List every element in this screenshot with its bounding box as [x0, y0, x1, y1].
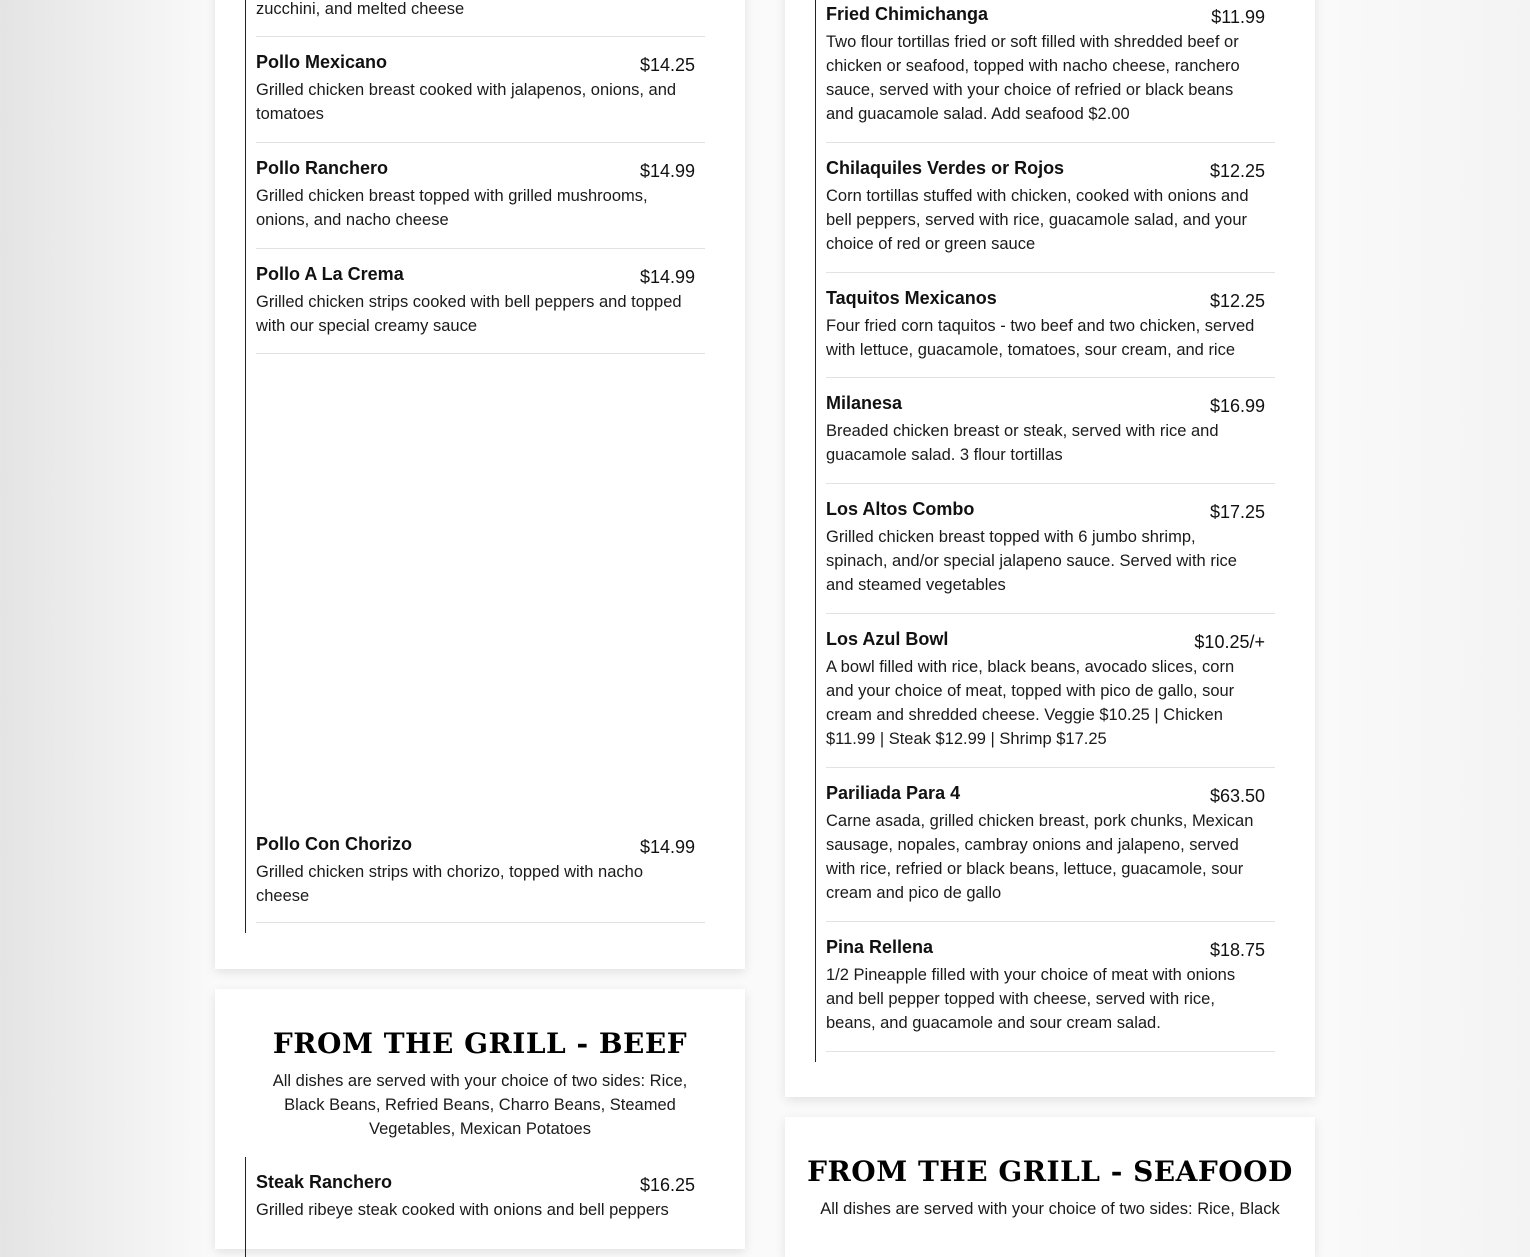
- menu-item-name: Milanesa: [826, 393, 903, 413]
- menu-item-name: Fried Chimichanga: [826, 4, 989, 24]
- menu-item-description: Grilled chicken breast topped with 6 jumbo shrimp, spinach, and/or special jalapeno sauce. Served with rice and steamed vegetables: [826, 528, 1237, 594]
- menu-item-name: Pollo A La Crema: [256, 264, 404, 284]
- menu-card-chicken: [215, 0, 745, 969]
- menu-item-description: 1/2 Pineapple filled with your choice of meat with onions and bell pepper topped with cheese, served with rice, beans, and guacamole and sour cream salad.: [826, 966, 1236, 1032]
- menu-item-description: Grilled chicken strips cooked with bell peppers and topped with our special creamy sauce: [256, 293, 682, 335]
- menu-item-name: Steak Ranchero: [256, 1172, 393, 1192]
- menu-item-description: Two flour tortillas fried or soft filled with shredded beef or chicken or seafood, topped with nacho cheese, ranchero sauce, served with your choice of refried or black beans and guacamole salad. Add seafood $2.00: [826, 33, 1240, 123]
- menu-item-list: [245, 0, 716, 933]
- menu-item-price: $17.25: [1209, 502, 1265, 522]
- menu-item-description: Grilled chicken breast cooked with jalapenos, onions, and tomatoes: [256, 81, 677, 123]
- menu-item-description: zucchini, and melted cheese: [256, 0, 465, 18]
- section-note: All dishes are served with your choice of two sides: Rice, Black Beans, Refried Beans, Charro Beans, Steamed Vegetables, Mexican Potatoes: [272, 1072, 688, 1138]
- menu-item-list: [245, 1157, 716, 1257]
- menu-item-name: Pina Rellena: [826, 937, 934, 957]
- menu-item-price: $14.25: [639, 55, 695, 75]
- menu-item-cut: [256, 0, 705, 37]
- menu-item-price: $11.99: [1211, 7, 1265, 27]
- menu-item[interactable]: [826, 614, 1275, 768]
- menu-item[interactable]: [826, 378, 1275, 484]
- menu-item-name: Pollo Ranchero: [256, 158, 389, 178]
- section-note: All dishes are served with your choice of two sides: Rice, Black: [820, 1200, 1280, 1218]
- menu-item-name: Los Azul Bowl: [826, 629, 949, 649]
- menu-item-price: $16.25: [639, 1175, 695, 1195]
- menu-item[interactable]: [826, 922, 1275, 1052]
- menu-item-description: Corn tortillas stuffed with chicken, cooked with onions and bell peppers, served with rice, guacamole salad, and your choice of red or green sauce: [826, 187, 1249, 253]
- menu-item-price: $16.99: [1209, 396, 1265, 416]
- menu-item-name: Taquitos Mexicanos: [826, 288, 997, 308]
- menu-item-description: Carne asada, grilled chicken breast, pork chunks, Mexican sausage, nopales, cambray onions and jalapeno, served with rice, refried or black beans, lettuce, guacamole, sour cream and pico de gallo: [826, 812, 1254, 902]
- menu-card-specialties: [785, 0, 1315, 1097]
- menu-item[interactable]: [826, 768, 1275, 922]
- menu-item-price: $14.99: [639, 267, 695, 287]
- menu-item-price: $12.25: [1209, 291, 1265, 311]
- menu-item-name: Pariliada Para 4: [826, 783, 961, 803]
- menu-item-price: $14.99: [639, 161, 695, 181]
- menu-item[interactable]: [826, 273, 1275, 378]
- section-title: FROM THE GRILL - BEEF: [272, 1027, 688, 1060]
- menu-item-list: [815, 0, 1286, 1062]
- menu-item[interactable]: [826, 143, 1275, 273]
- menu-item[interactable]: [256, 819, 705, 923]
- menu-card-beef: [215, 989, 745, 1249]
- menu-item-price: $14.99: [639, 837, 695, 857]
- menu-item-description: Grilled chicken strips with chorizo, topped with nacho cheese: [256, 863, 644, 905]
- menu-card-seafood: [785, 1117, 1315, 1257]
- menu-item-name: Pollo Mexicano: [256, 52, 388, 72]
- menu-item[interactable]: [256, 249, 705, 354]
- menu-item-name: Chilaquiles Verdes or Rojos: [826, 158, 1065, 178]
- menu-item-description: Grilled ribeye steak cooked with onions and bell peppers: [256, 1201, 669, 1219]
- menu-item[interactable]: [826, 0, 1275, 143]
- menu-item-price: $18.75: [1209, 940, 1265, 960]
- menu-item-price: $12.25: [1209, 161, 1265, 181]
- menu-item-description: Grilled chicken breast topped with grilled mushrooms, onions, and nacho cheese: [256, 187, 648, 229]
- menu-item-description: Four fried corn taquitos - two beef and two chicken, served with lettuce, guacamole, tomatoes, sour cream, and rice: [826, 317, 1255, 359]
- menu-item-price: $10.25/+: [1194, 632, 1265, 652]
- menu-item-price: $63.50: [1209, 786, 1265, 806]
- section-title: FROM THE GRILL - SEAFOOD: [807, 1155, 1293, 1188]
- menu-item[interactable]: [256, 37, 705, 143]
- menu-item-description: Breaded chicken breast or steak, served with rice and guacamole salad. 3 flour tortillas: [826, 422, 1219, 464]
- menu-item[interactable]: [256, 1157, 705, 1257]
- menu-item-name: Los Altos Combo: [826, 499, 975, 519]
- menu-item-description: A bowl filled with rice, black beans, avocado slices, corn and your choice of meat, topped with pico de gallo, sour cream and shredded cheese. Veggie $10.25 | Chicken $11.99 | Steak $12.99 | Shrimp $17.25: [826, 658, 1235, 748]
- menu-item-name: Pollo Con Chorizo: [256, 834, 412, 854]
- menu-item[interactable]: [826, 484, 1275, 614]
- menu-item[interactable]: [256, 143, 705, 249]
